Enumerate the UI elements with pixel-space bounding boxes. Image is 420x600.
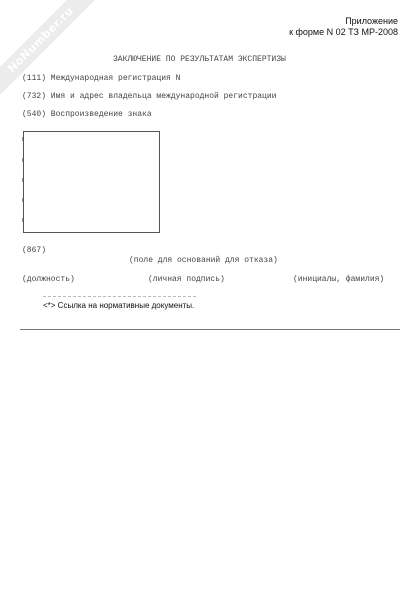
mark-image-box xyxy=(23,131,160,233)
document-title: ЗАКЛЮЧЕНИЕ ПО РЕЗУЛЬТАТАМ ЭКСПЕРТИЗЫ xyxy=(113,55,286,64)
appendix-line-2: к форме N 02 ТЗ МР-2008 xyxy=(289,27,398,37)
name-label: (инициалы, фамилия) xyxy=(293,275,385,284)
box-tick xyxy=(22,218,23,222)
box-tick xyxy=(22,178,23,182)
appendix-note xyxy=(289,16,398,38)
box-tick xyxy=(22,137,23,141)
signature-label: (личная подпись) xyxy=(148,275,225,284)
page-bottom-rule xyxy=(20,329,400,330)
footnote-text: <*> Ссылка на нормативные документы. xyxy=(43,301,195,310)
footnote-separator xyxy=(43,296,196,297)
position-label: (должность) xyxy=(22,275,75,284)
watermark-banner xyxy=(0,0,101,100)
field-732-owner-name-address: (732) Имя и адрес владельца международной регистрации xyxy=(22,92,277,101)
field-111-international-registration: (111) Международная регистрация N xyxy=(22,74,181,83)
appendix-line-1: Приложение xyxy=(345,16,398,26)
watermark-text: NoNumber.ru xyxy=(5,4,77,76)
field-540-mark-reproduction: (540) Воспроизведение знака xyxy=(22,110,152,119)
refusal-basis-placeholder: (поле для оснований для отказа) xyxy=(129,256,278,265)
box-tick xyxy=(22,158,23,162)
box-tick xyxy=(22,198,23,202)
field-867: (867) xyxy=(22,246,47,255)
